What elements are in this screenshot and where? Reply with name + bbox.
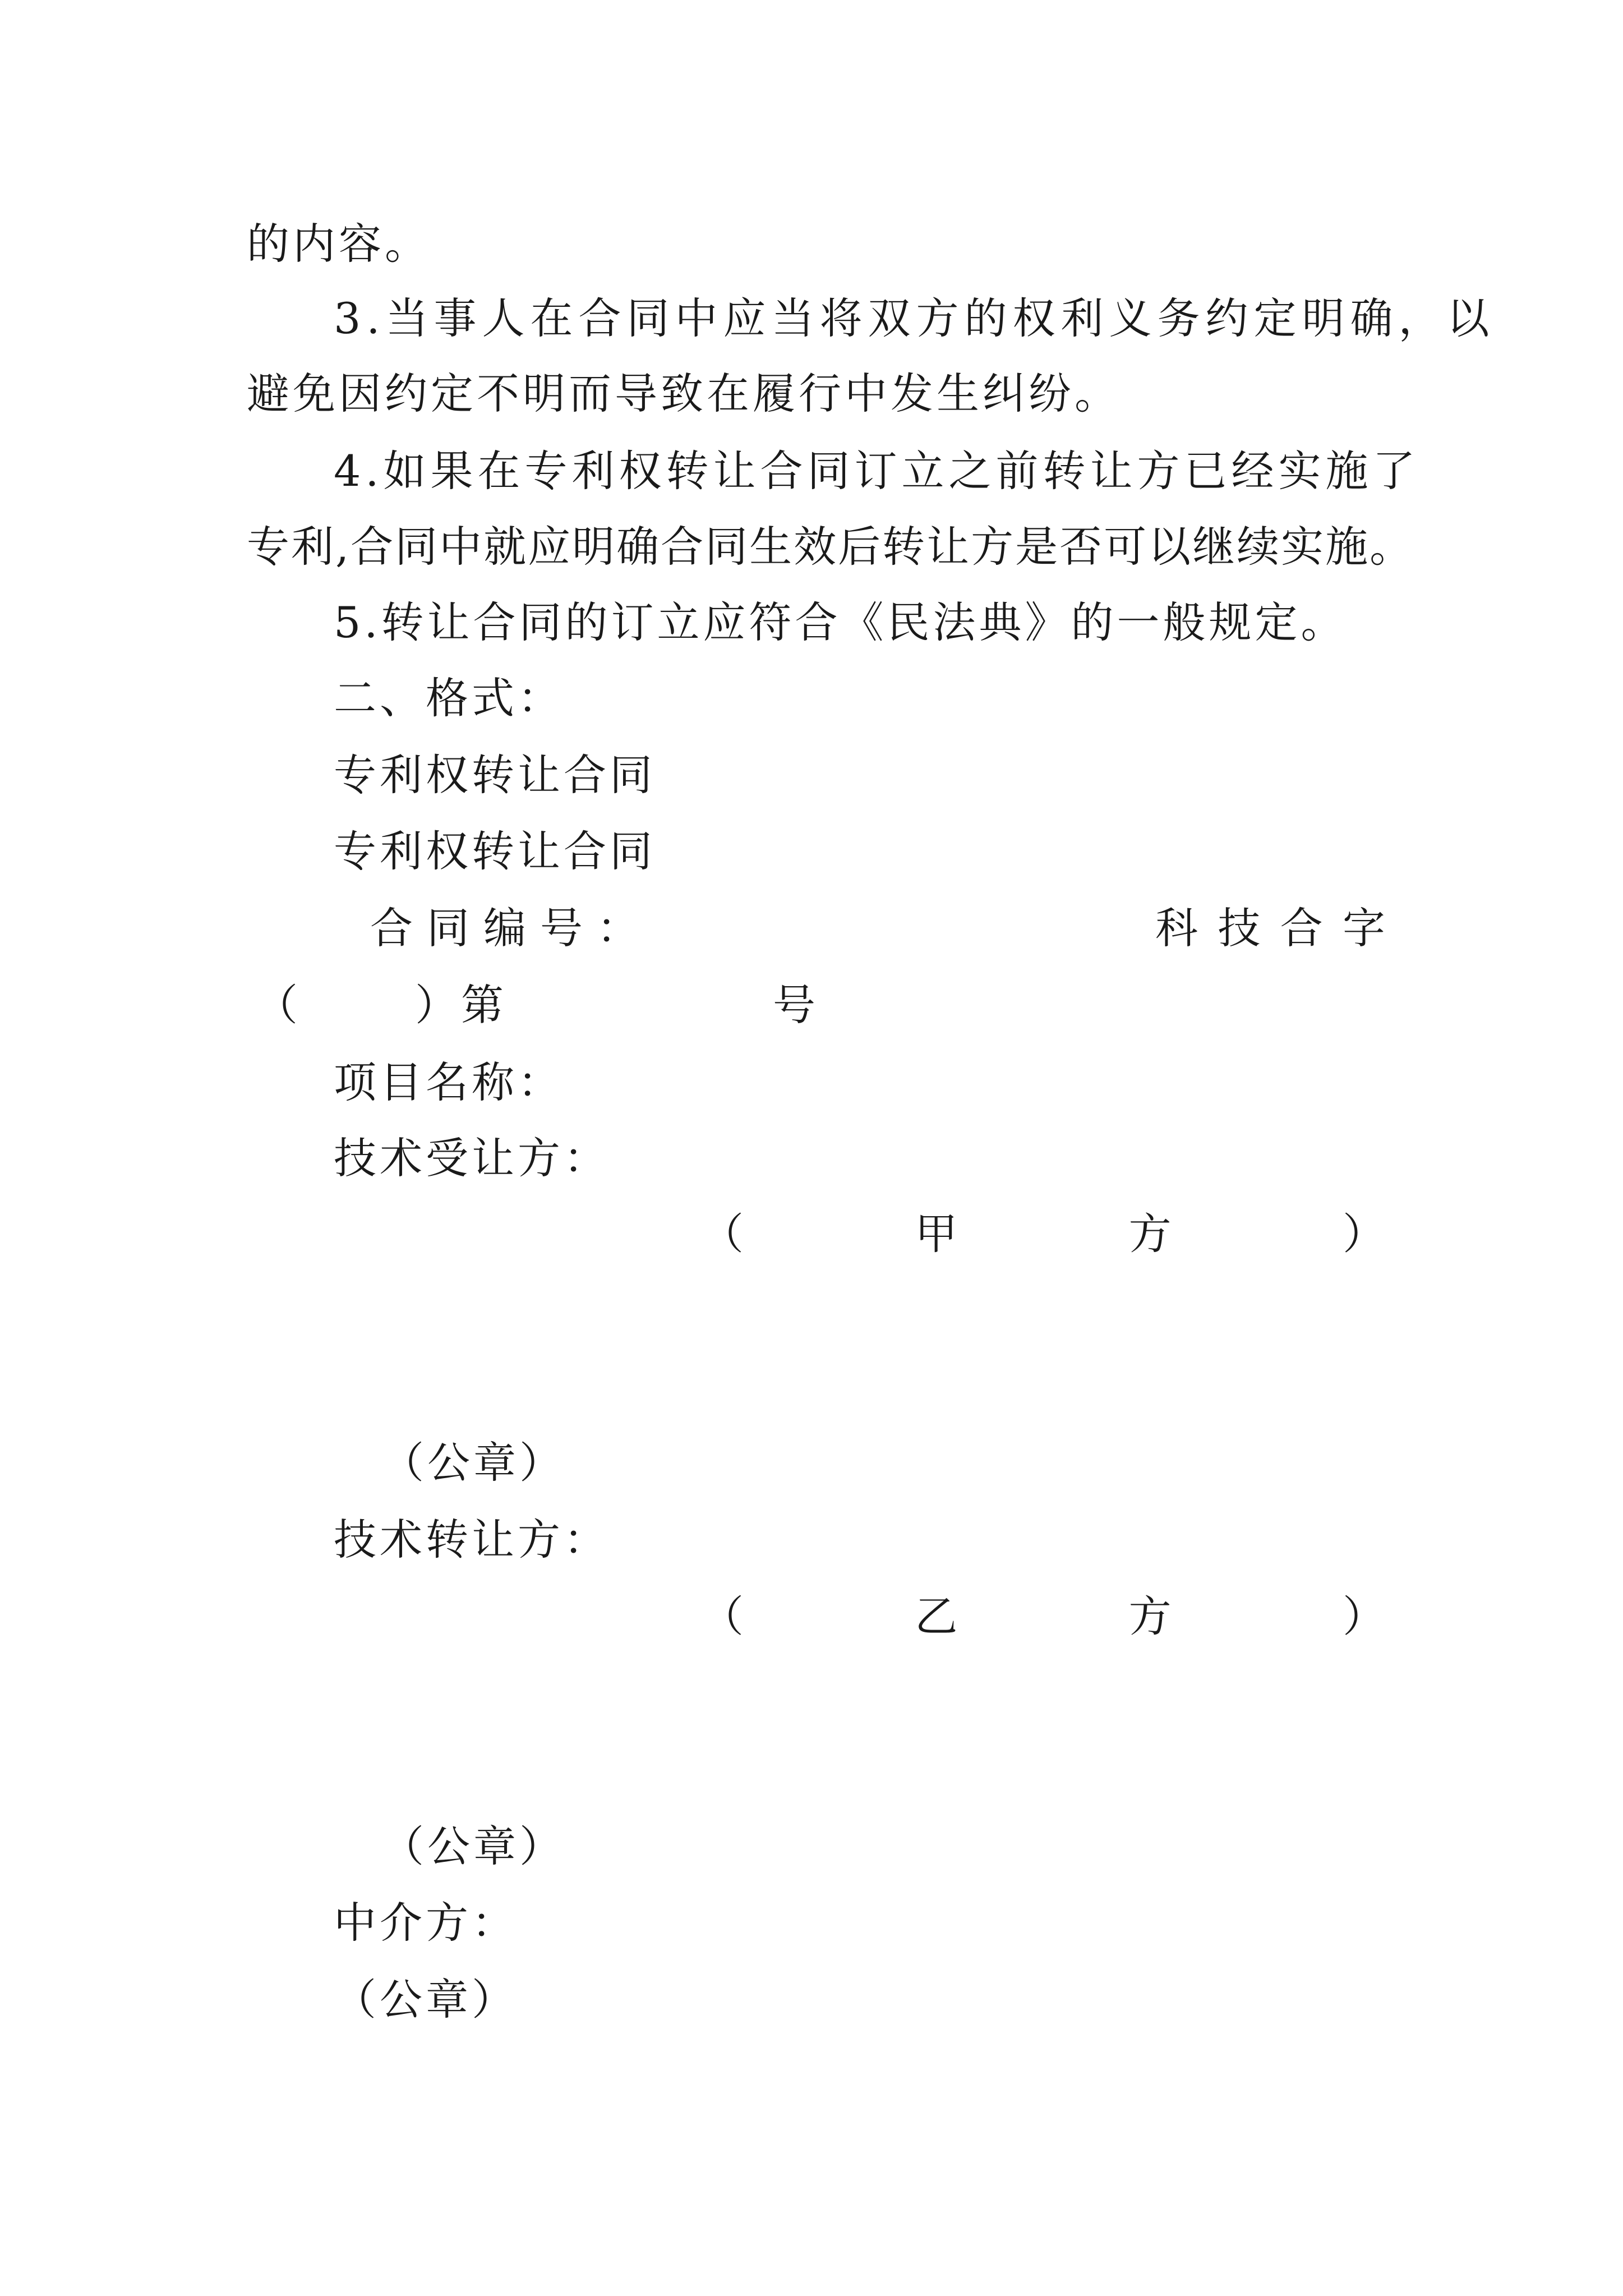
contract-number-label [370,900,639,956]
contract-number-char: 合 [370,903,413,953]
contract-number-suffix [1155,900,1385,956]
contract-number-char: 同 [427,903,469,953]
section-heading: 二、格式： [334,673,564,723]
project-name-label: 项目名称： [334,1057,564,1107]
party-char: 甲 [915,1209,958,1259]
intermediary-label: 中介方： [334,1898,518,1948]
party-char: 方 [1128,1591,1172,1641]
intermediary-seal: （公章） [334,1975,518,2024]
party-char: 方 [1128,1209,1172,1259]
transferee-label: 技术受让方： [334,1133,610,1183]
suffix-char: 科 [1155,903,1198,953]
contract-number-char: 编 [483,903,526,953]
transferor-label: 技术转让方： [334,1515,610,1565]
transferor-seal: （公章） [381,1821,565,1871]
transferor-party [701,1589,1385,1645]
paragraph-5: 5.转让合同的订立应符合《民法典》的一般规定。 [334,597,1347,647]
transferee-party [701,1206,1385,1262]
contract-title-2: 专利权转让合同 [334,826,656,876]
party-char: （ [701,1209,744,1259]
suffix-char: 合 [1280,903,1323,953]
contract-number-hao: 号 [773,980,819,1030]
contract-number-paren-open: （ [255,980,301,1030]
transferee-seal: （公章） [381,1438,565,1488]
contract-number-char: 号 [540,903,583,953]
party-char: ） [1342,1591,1385,1641]
paragraph-4-line-2: 专利,合同中就应明确合同生效后转让方是否可以继续实施。 [247,522,1414,572]
party-char: （ [701,1591,744,1641]
contract-title-1: 专利权转让合同 [334,750,656,800]
party-char: 乙 [915,1591,958,1641]
paragraph-4-line-1: 4.如果在专利权转让合同订立之前转让方已经实施了 [334,446,1420,496]
contract-number-di: ）第 [415,980,507,1030]
contract-number-char: ： [597,903,639,953]
party-char: ） [1342,1209,1385,1259]
suffix-char: 技 [1218,903,1261,953]
paragraph-3-line-2: 避免因约定不明而导致在履行中发生纠纷。 [247,369,1121,418]
suffix-char: 字 [1342,903,1385,953]
paragraph-3-line-1: 3.当事人在合同中应当将双方的权利义务约定明确，以 [334,293,1495,343]
paragraph-tail: 的内容。 [247,219,431,269]
